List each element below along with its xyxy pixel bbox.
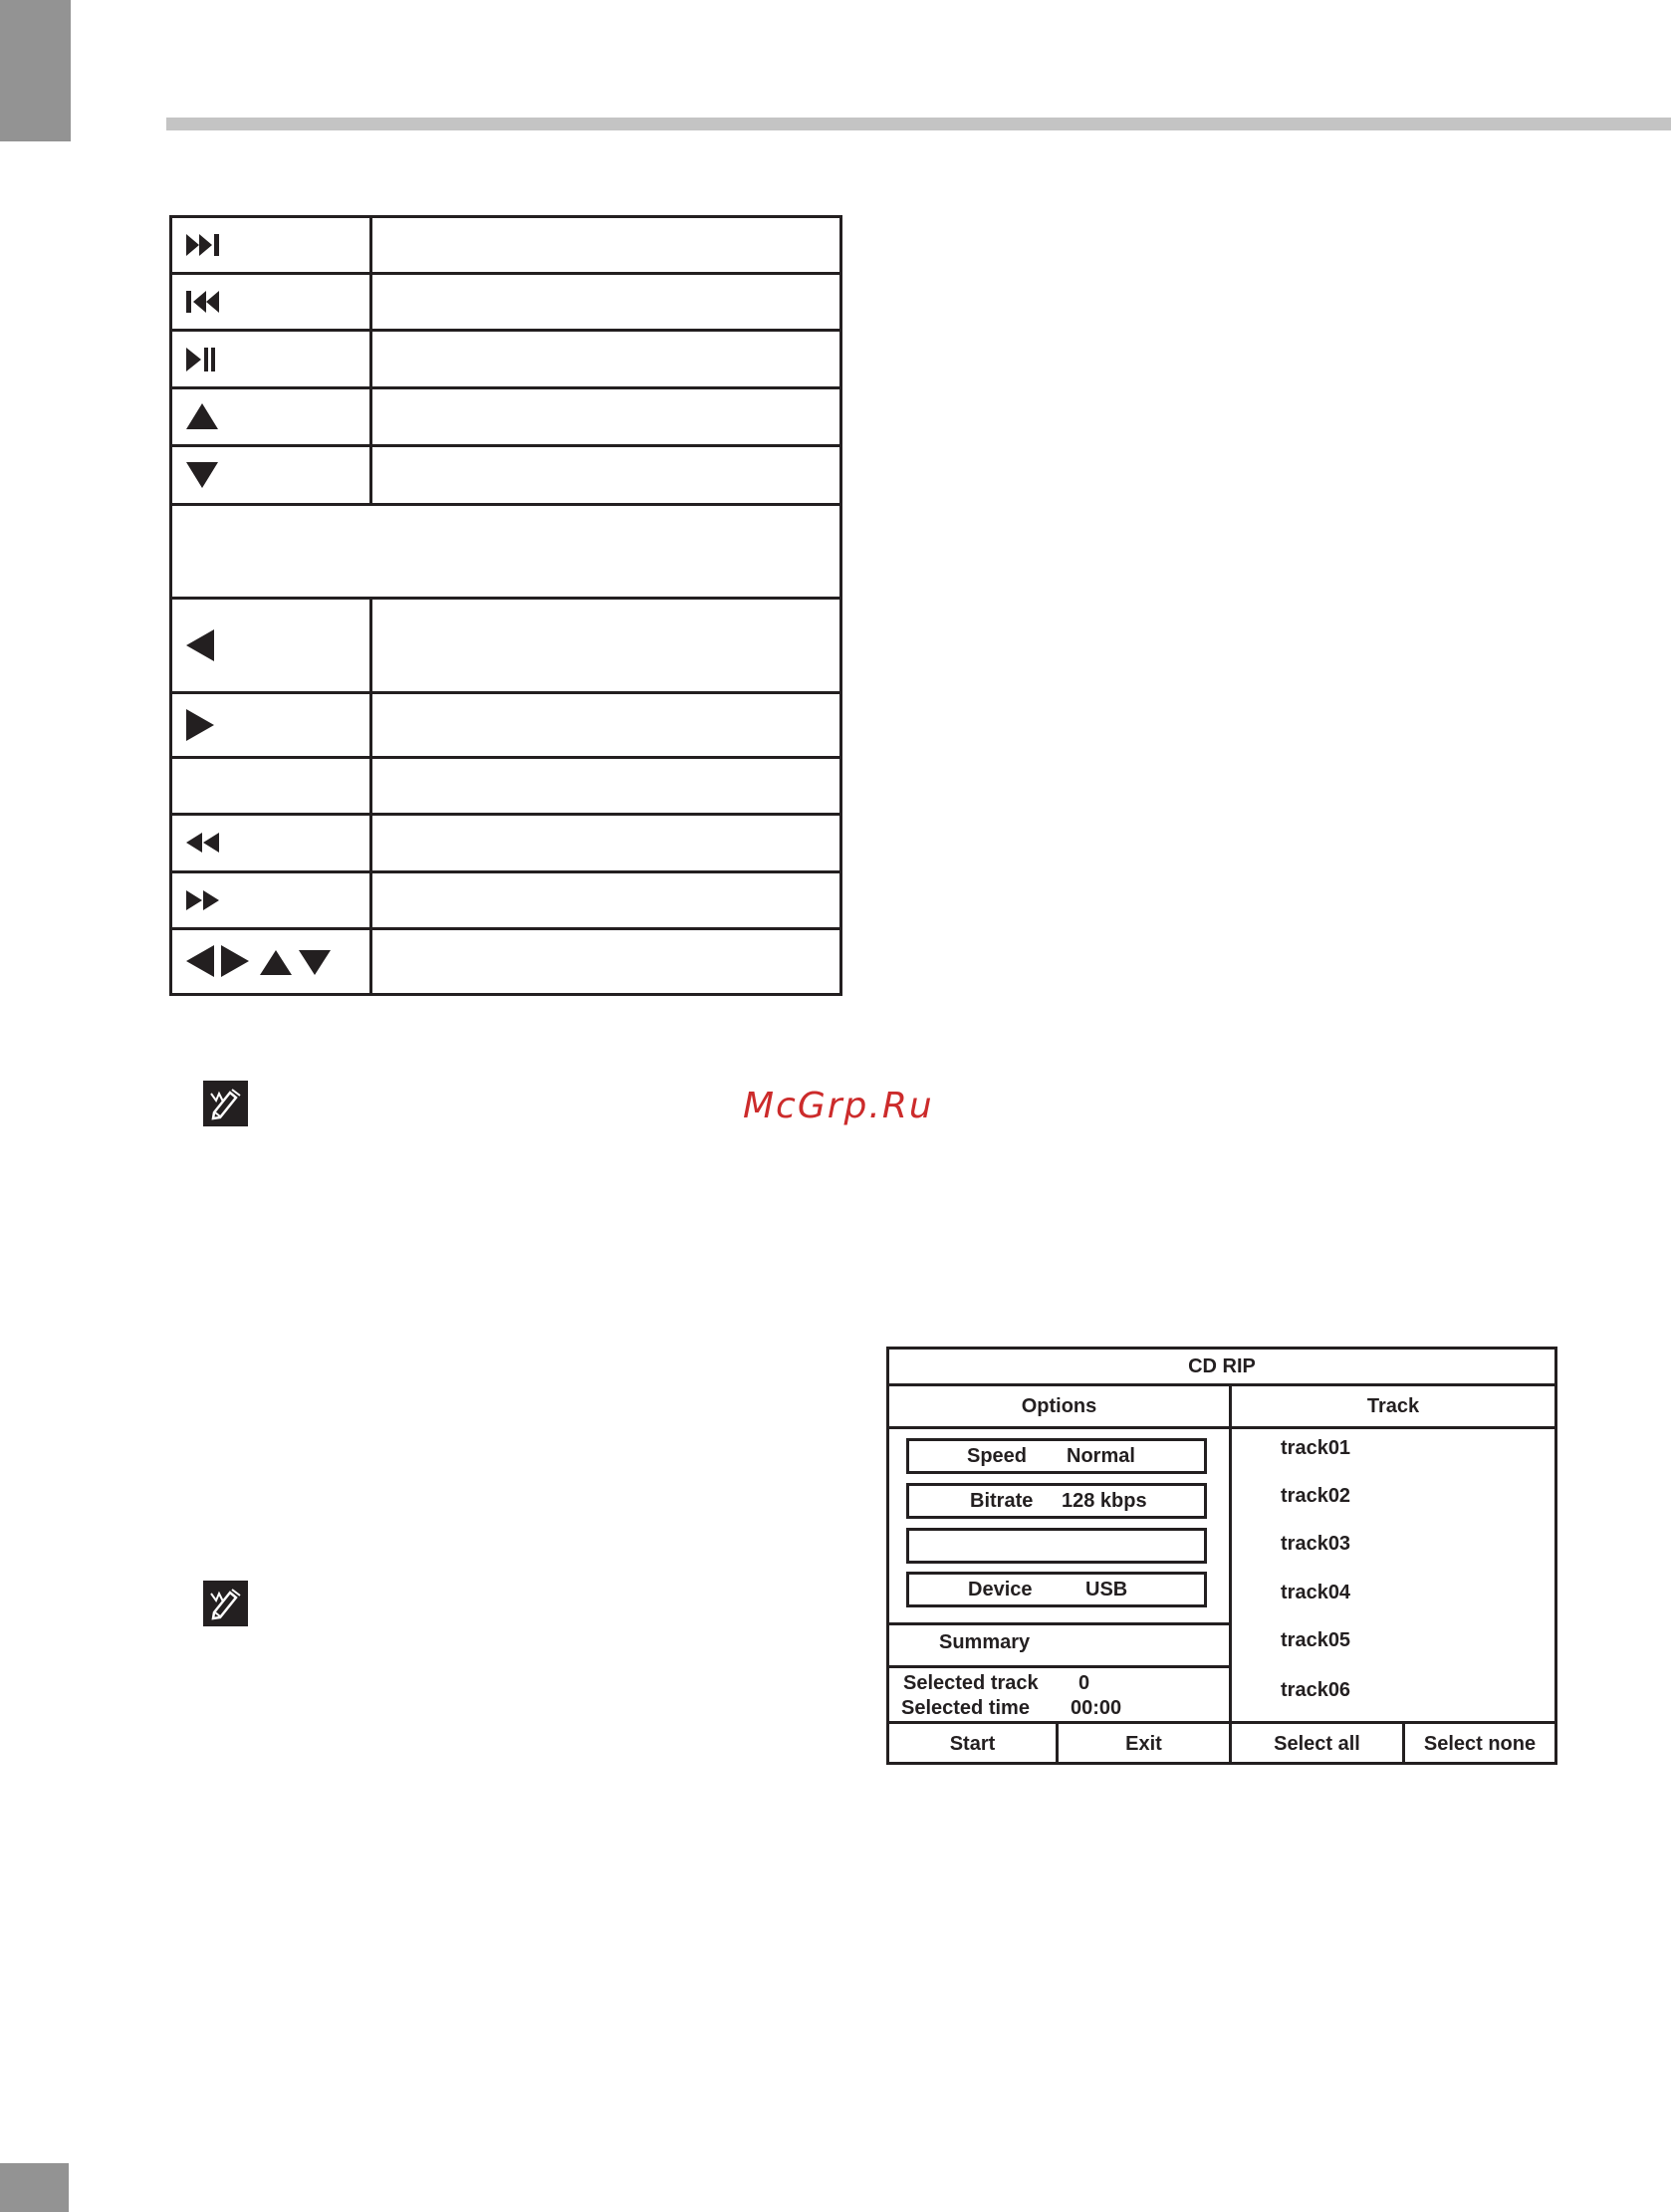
direction-arrows-icon bbox=[186, 944, 346, 978]
icon-cell bbox=[171, 758, 371, 815]
speed-option[interactable] bbox=[906, 1438, 1207, 1474]
description-cell bbox=[371, 871, 841, 928]
page-tab-bottom bbox=[0, 2163, 69, 2212]
play-pause-icon bbox=[186, 347, 226, 372]
option-label: Speed bbox=[967, 1444, 1028, 1467]
cd-rip-dialog bbox=[886, 1347, 1557, 1765]
rewind-icon bbox=[186, 831, 226, 855]
watermark: McGrp.Ru bbox=[743, 1086, 934, 1126]
description-cell bbox=[371, 445, 841, 504]
track-header: Track bbox=[1366, 1394, 1420, 1417]
previous-track-icon bbox=[186, 290, 226, 314]
right-arrow-icon bbox=[186, 708, 226, 742]
icon-cell bbox=[171, 217, 371, 274]
icon-cell bbox=[171, 274, 371, 331]
icon-cell bbox=[171, 599, 371, 692]
description-cell bbox=[371, 599, 841, 692]
device-option[interactable] bbox=[906, 1572, 1207, 1607]
fast-forward-icon bbox=[186, 888, 226, 912]
start-button[interactable]: Start bbox=[949, 1733, 996, 1755]
left-arrow-icon bbox=[186, 628, 226, 662]
icon-cell bbox=[171, 387, 371, 445]
table-row bbox=[171, 217, 841, 274]
table-row bbox=[171, 599, 841, 692]
description-cell bbox=[371, 331, 841, 387]
description-cell bbox=[371, 274, 841, 331]
option-value: Normal bbox=[1067, 1444, 1135, 1467]
track-item[interactable]: track02 bbox=[1281, 1485, 1351, 1507]
table-row bbox=[171, 387, 841, 445]
table-row bbox=[171, 505, 841, 599]
summary-label: Selected time bbox=[901, 1697, 1030, 1719]
track-item[interactable]: track05 bbox=[1281, 1629, 1351, 1651]
up-arrow-icon bbox=[186, 402, 226, 430]
track-item[interactable]: track04 bbox=[1281, 1582, 1351, 1603]
select-none-button[interactable]: Select none bbox=[1423, 1733, 1537, 1755]
icon-cell bbox=[171, 871, 371, 928]
summary-label: Selected track bbox=[903, 1672, 1039, 1694]
exit-button[interactable]: Exit bbox=[1125, 1733, 1162, 1755]
next-track-icon bbox=[186, 233, 226, 257]
table-row bbox=[171, 331, 841, 387]
summary-value: 00:00 bbox=[1071, 1697, 1122, 1719]
table-row bbox=[171, 758, 841, 815]
options-header: Options bbox=[1021, 1394, 1097, 1417]
icon-cell bbox=[171, 692, 371, 757]
option-value: USB bbox=[1085, 1578, 1128, 1600]
option-label: Device bbox=[968, 1578, 1033, 1600]
description-cell bbox=[371, 692, 841, 757]
table-row bbox=[171, 445, 841, 504]
table-row bbox=[171, 274, 841, 331]
empty-option[interactable] bbox=[906, 1528, 1207, 1564]
icon-cell bbox=[171, 445, 371, 504]
select-all-button[interactable]: Select all bbox=[1274, 1733, 1360, 1755]
icon-cell bbox=[171, 815, 371, 871]
track-item[interactable]: track06 bbox=[1281, 1679, 1351, 1701]
option-value: 128 kbps bbox=[1062, 1489, 1147, 1512]
track-item[interactable]: track03 bbox=[1281, 1533, 1351, 1555]
table-row bbox=[171, 871, 841, 928]
description-cell bbox=[371, 928, 841, 994]
table-row bbox=[171, 815, 841, 871]
summary-header: Summary bbox=[939, 1631, 1031, 1653]
table-row bbox=[171, 928, 841, 994]
dialog-title: CD RIP bbox=[1188, 1354, 1256, 1377]
icon-cell bbox=[171, 331, 371, 387]
description-cell bbox=[371, 217, 841, 274]
icon-cell bbox=[171, 928, 371, 994]
summary-value: 0 bbox=[1078, 1672, 1090, 1694]
option-label: Bitrate bbox=[970, 1489, 1034, 1512]
bitrate-option[interactable] bbox=[906, 1483, 1207, 1519]
key-function-table bbox=[169, 215, 842, 996]
header-rule bbox=[166, 118, 1671, 130]
page-tab-top bbox=[0, 0, 71, 141]
section-note-cell bbox=[171, 505, 841, 599]
description-cell bbox=[371, 758, 841, 815]
note-pencil-icon bbox=[203, 1581, 248, 1626]
down-arrow-icon bbox=[186, 461, 226, 489]
track-item[interactable]: track01 bbox=[1281, 1437, 1351, 1459]
note-pencil-icon bbox=[203, 1081, 248, 1126]
description-cell bbox=[371, 815, 841, 871]
description-cell bbox=[371, 387, 841, 445]
table-row bbox=[171, 692, 841, 757]
